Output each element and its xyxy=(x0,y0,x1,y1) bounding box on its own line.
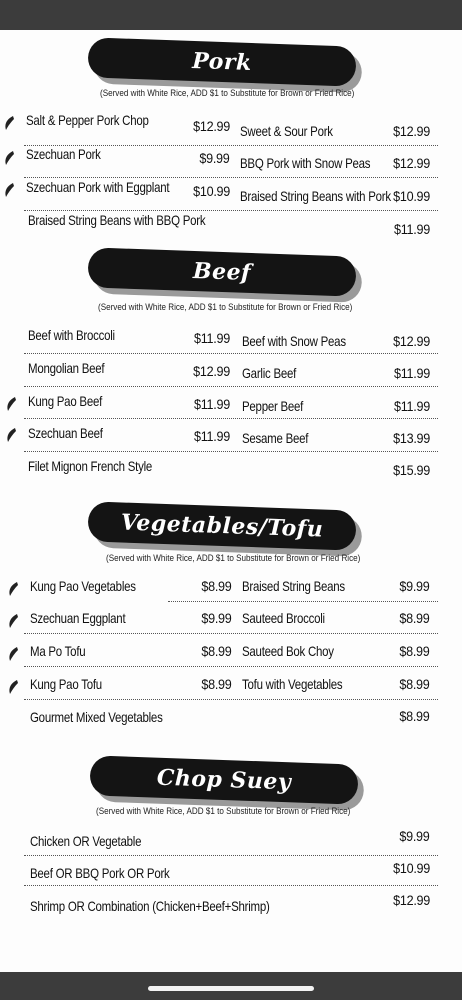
menu-item-price: $11.99 xyxy=(194,396,230,412)
menu-item-price: $12.99 xyxy=(193,118,230,134)
menu-item-price: $11.99 xyxy=(194,330,230,346)
menu-item-name: Chicken OR Vegetable xyxy=(30,833,142,849)
menu-item-name: Shrimp OR Combination (Chicken+Beef+Shrimp) xyxy=(30,898,270,914)
row-divider xyxy=(24,855,438,856)
menu-item-price: $11.99 xyxy=(394,221,430,237)
menu-item-price: $11.99 xyxy=(394,398,430,414)
row-divider xyxy=(24,386,438,387)
menu-item-price: $11.99 xyxy=(394,365,430,381)
menu-item-name: Ma Po Tofu xyxy=(30,643,86,659)
menu-item-name: Beef with Snow Peas xyxy=(242,333,346,349)
section-note-vegetables-tofu: (Served with White Rice, ADD $1 to Substitute for Brown or Fried Rice) xyxy=(106,553,361,563)
menu-item-name: Szechuan Pork xyxy=(26,146,101,162)
menu-item-price: $9.99 xyxy=(201,610,232,626)
section-title-vegetables-tofu: Vegetables/Tofu xyxy=(120,509,324,543)
menu-item-name: Mongolian Beef xyxy=(28,360,105,376)
menu-item-price: $15.99 xyxy=(393,462,430,478)
menu-item-price: $8.99 xyxy=(201,676,232,692)
section-title-beef: Beef xyxy=(192,257,252,287)
menu-item-price: $9.99 xyxy=(399,578,430,594)
section-note-beef: (Served with White Rice, ADD $1 to Substitute for Brown or Fried Rice) xyxy=(98,302,353,312)
section-title-pork: Pork xyxy=(191,47,253,77)
top-dark-bar xyxy=(0,0,462,30)
menu-item-name: Sauteed Broccoli xyxy=(242,610,325,626)
menu-item-name: Braised String Beans with BBQ Pork xyxy=(28,212,206,228)
menu-item-price: $8.99 xyxy=(399,610,430,626)
section-note-pork: (Served with White Rice, ADD $1 to Substitute for Brown or Fried Rice) xyxy=(100,88,355,98)
menu-item-price: $10.99 xyxy=(193,183,230,199)
section-banner-chop-suey xyxy=(89,755,358,804)
menu-item-name: Filet Mignon French Style xyxy=(28,458,153,474)
spicy-pepper-icon xyxy=(7,679,19,695)
menu-item-name: Tofu with Vegetables xyxy=(242,676,343,692)
menu-item-price: $8.99 xyxy=(399,676,430,692)
row-divider xyxy=(24,210,438,211)
menu-item-price: $8.99 xyxy=(201,643,232,659)
menu-item-name: Kung Pao Tofu xyxy=(30,676,102,692)
menu-item-price: $12.99 xyxy=(393,155,430,171)
menu-item-price: $12.99 xyxy=(393,892,430,908)
menu-item-name: Kung Pao Vegetables xyxy=(30,578,136,594)
menu-item-price: $9.99 xyxy=(199,150,230,166)
row-divider xyxy=(24,699,438,700)
menu-item-price: $13.99 xyxy=(393,430,430,446)
menu-item-name: Braised String Beans xyxy=(242,578,345,594)
spicy-pepper-icon xyxy=(5,427,17,443)
section-note-chop-suey: (Served with White Rice, ADD $1 to Substitute for Brown or Fried Rice) xyxy=(96,806,351,816)
home-indicator-bar[interactable] xyxy=(148,986,314,991)
row-divider xyxy=(24,418,438,419)
menu-item-price: $10.99 xyxy=(393,188,430,204)
menu-item-name: Sauteed Bok Choy xyxy=(242,643,334,659)
menu-item-price: $8.99 xyxy=(399,643,430,659)
menu-item-name: BBQ Pork with Snow Peas xyxy=(240,155,371,171)
section-banner-beef xyxy=(87,247,356,296)
spicy-pepper-icon xyxy=(7,646,19,662)
menu-item-price: $12.99 xyxy=(393,123,430,139)
spicy-pepper-icon xyxy=(5,396,17,412)
menu-item-name: Beef OR BBQ Pork OR Pork xyxy=(30,865,170,881)
menu-item-name: Pepper Beef xyxy=(242,398,304,414)
spicy-pepper-icon xyxy=(7,581,19,597)
row-divider xyxy=(24,666,438,667)
spicy-pepper-icon xyxy=(3,150,15,166)
row-divider xyxy=(24,633,438,634)
menu-item-name: Salt & Pepper Pork Chop xyxy=(26,112,149,128)
row-divider xyxy=(24,885,438,886)
section-title-chop-suey: Chop Suey xyxy=(156,764,292,796)
menu-item-price: $11.99 xyxy=(194,428,230,444)
menu-item-price: $12.99 xyxy=(393,333,430,349)
spicy-pepper-icon xyxy=(3,115,15,131)
row-divider xyxy=(24,353,438,354)
row-divider xyxy=(24,451,438,452)
menu-item-price: $8.99 xyxy=(399,708,430,724)
spicy-pepper-icon xyxy=(3,182,15,198)
menu-item-name: Szechuan Pork with Eggplant xyxy=(26,179,170,195)
menu-item-name: Szechuan Eggplant xyxy=(30,610,126,626)
menu-item-price: $10.99 xyxy=(393,860,430,876)
menu-item-name: Gourmet Mixed Vegetables xyxy=(30,709,163,725)
menu-page xyxy=(0,30,462,972)
menu-item-name: Braised String Beans with Pork xyxy=(240,188,391,204)
menu-item-price: $9.99 xyxy=(399,828,430,844)
menu-item-price: $12.99 xyxy=(193,363,230,379)
menu-item-name: Sesame Beef xyxy=(242,430,309,446)
section-banner-vegetables-tofu xyxy=(87,501,356,550)
menu-item-name: Kung Pao Beef xyxy=(28,393,103,409)
menu-item-name: Szechuan Beef xyxy=(28,425,103,441)
menu-item-price: $8.99 xyxy=(201,578,232,594)
menu-item-name: Garlic Beef xyxy=(242,365,297,381)
row-divider xyxy=(24,177,438,178)
section-banner-pork xyxy=(87,37,356,86)
row-divider xyxy=(168,601,438,602)
spicy-pepper-icon xyxy=(7,613,19,629)
menu-item-name: Beef with Broccoli xyxy=(28,327,115,343)
menu-item-name: Sweet & Sour Pork xyxy=(240,123,333,139)
